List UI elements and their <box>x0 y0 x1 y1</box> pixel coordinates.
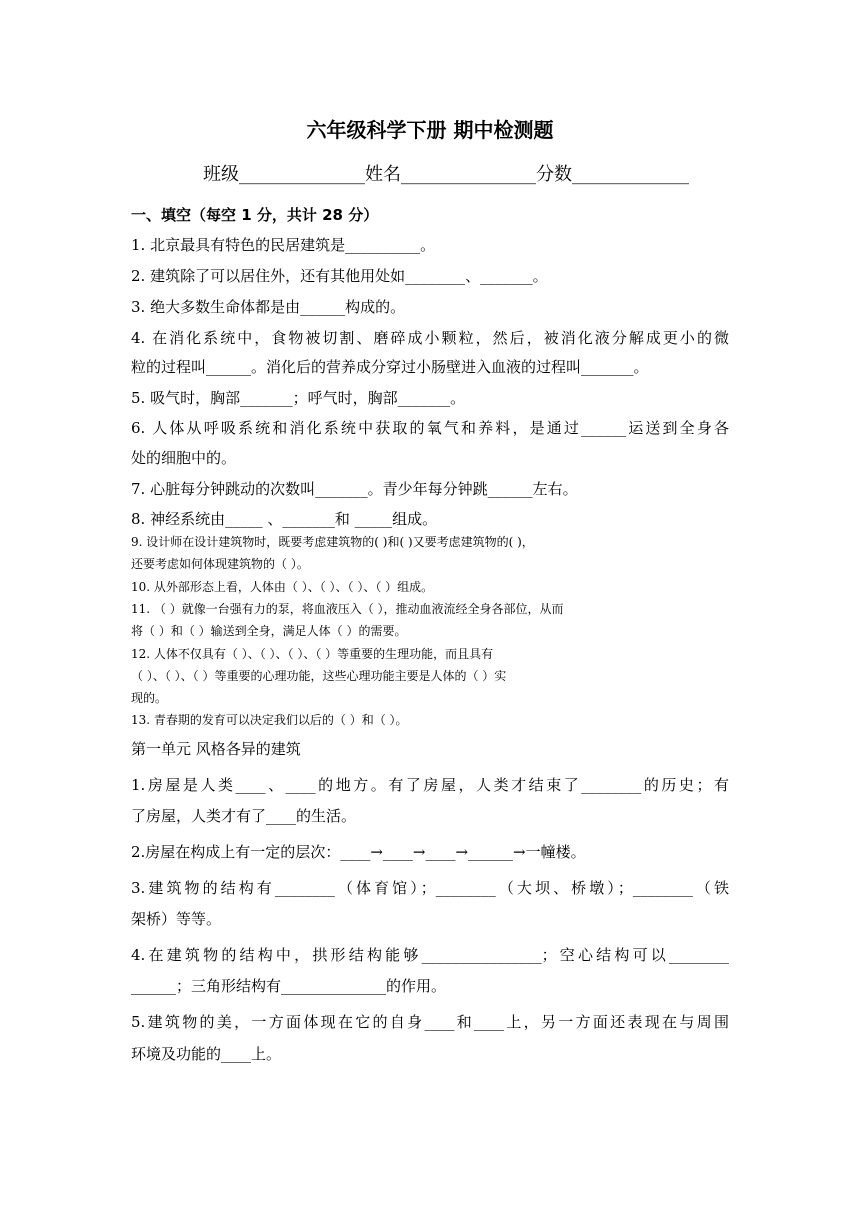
question-11-line-1: 11. （ ）就像一台强有力的泵，将血液压入（ ），推动血液流经全身各部位，从而 <box>131 602 564 616</box>
unit-question-2: 2.房屋在构成上有一定的层次：____→____→____→______→一幢楼。 <box>131 843 586 861</box>
question-4-line-2: 粒的过程叫______。消化后的营养成分穿过小肠壁进入血液的过程叫_______。 <box>131 358 649 376</box>
section-heading: 一、填空（每空 1 分，共计 28 分） <box>131 206 379 224</box>
question-12-line-3: 现的。 <box>131 691 168 705</box>
page-title: 六年级科学下册 期中检测题 <box>306 118 554 142</box>
question-6-line-1: 6. 人体从呼吸系统和消化系统中获取的氧气和养料，是通过______运送到全身各 <box>131 419 729 437</box>
unit-question-1-line-1: 1.房屋是人类____、____的地方。有了房屋，人类才结束了________的历史；有 <box>131 776 729 794</box>
question-3: 3. 绝大多数生命体都是由______构成的。 <box>131 298 406 316</box>
question-13: 13. 青春期的发育可以决定我们以后的（ ）和（ ）。 <box>131 713 408 727</box>
unit-question-5-line-2: 环境及功能的____上。 <box>131 1045 282 1063</box>
question-12-line-2: （ ）、（ ）、（ ）等重要的心理功能，这些心理功能主要是人体的（ ）实 <box>131 669 507 683</box>
question-9-line-2: 还要考虑如何体现建筑物的（ ）。 <box>131 557 309 571</box>
question-8: 8. 神经系统由_____ 、_______和 _____组成。 <box>131 510 438 528</box>
question-11-line-2: 将（ ）和（ ）输送到全身，满足人体（ ）的需要。 <box>131 624 407 638</box>
question-9-line-1: 9. 设计师在设计建筑物时，既要考虑建筑物的( )和( )又要考虑建筑物的( )， <box>131 535 534 549</box>
question-10: 10. 从外部形态上看，人体由（ ）、（ ）、（ ）、（ ）组成。 <box>131 580 434 594</box>
student-info-line: 班级______________姓名_______________分数_____________ <box>203 164 689 185</box>
unit-question-1-line-2: 了房屋，人类才有了____的生活。 <box>131 807 357 825</box>
question-7: 7. 心脏每分钟跳动的次数叫_______。青少年每分钟跳______左右。 <box>131 480 578 498</box>
unit-question-4-line-2: ______；三角形结构有______________的作用。 <box>131 977 447 995</box>
question-5: 5. 吸气时，胸部_______；呼气时，胸部_______。 <box>131 389 466 407</box>
unit-question-5-line-1: 5.建筑物的美，一方面体现在它的自身____和____上，另一方面还表现在与周围 <box>131 1013 729 1031</box>
unit-question-3-line-1: 3.建筑物的结构有________（体育馆）；________（大坝、桥墩）；________（铁 <box>131 879 729 897</box>
question-6-line-2: 处的细胞中的。 <box>131 449 237 467</box>
unit-question-3-line-2: 架桥）等等。 <box>131 910 222 928</box>
unit-question-4-line-1: 4.在建筑物的结构中，拱形结构能够________________；空心结构可以________ <box>131 946 729 964</box>
question-1: 1. 北京最具有特色的民居建筑是__________。 <box>131 236 436 254</box>
question-12-line-1: 12. 人体不仅具有（ ）、（ ）、（ ）、（ ）等重要的生理功能，而且具有 <box>131 647 494 661</box>
unit-heading: 第一单元 风格各异的建筑 <box>131 740 301 758</box>
question-2: 2. 建筑除了可以居住外，还有其他用处如________、_______。 <box>131 267 548 285</box>
question-4-line-1: 4. 在消化系统中，食物被切割、磨碎成小颗粒，然后，被消化液分解成更小的微 <box>131 329 729 347</box>
